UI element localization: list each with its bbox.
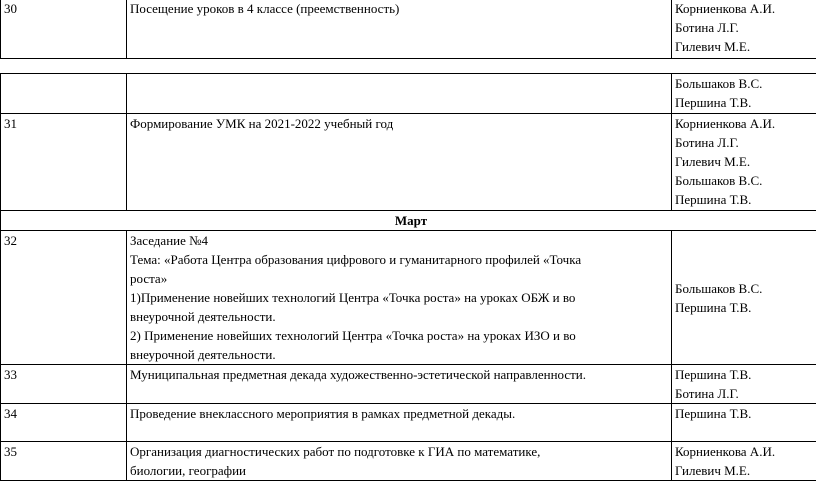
row-number <box>1 74 127 114</box>
month-heading: Март <box>1 211 816 231</box>
event-cell <box>127 74 672 114</box>
responsible-name: Ботина Л.Г. <box>675 135 739 150</box>
agenda-item: 1)Применение новейших технологий Центра «Точка роста» на уроках ОБЖ и во <box>130 290 576 305</box>
plan-table-main <box>0 73 816 481</box>
responsible-name: Першина Т.В. <box>675 406 752 421</box>
event-line: Организация диагностических работ по подготовке к ГИА по математике, <box>130 444 541 459</box>
table-row <box>1 114 816 211</box>
agenda-item: 2) Применение новейших технологий Центра «Точка роста» на уроках ИЗО и во <box>130 328 576 343</box>
responsible-name: Гилевич М.Е. <box>675 463 751 478</box>
meeting-topic: Тема: «Работа Центра образования цифрового и гуманитарного профилей «Точка <box>130 252 582 267</box>
event-cell: Муниципальная предметная декада художественно-эстетической направленности. <box>127 365 672 404</box>
responsible-name: Большаков В.С. <box>675 76 763 91</box>
responsible-cell <box>672 114 816 211</box>
table-row <box>1 365 816 404</box>
event-cell <box>127 442 672 481</box>
plan-table-top <box>0 0 816 59</box>
responsible-name: Першина Т.В. <box>675 95 752 110</box>
row-number: 32 <box>1 231 127 365</box>
table-row <box>1 404 816 442</box>
meeting-title: Заседание №4 <box>130 233 209 248</box>
event-cell: Формирование УМК на 2021-2022 учебный год <box>127 114 672 211</box>
responsible-cell <box>672 365 816 404</box>
month-row <box>1 211 816 231</box>
responsible-name: Гилевич М.Е. <box>675 154 751 169</box>
agenda-item: внеурочной деятельности. <box>130 309 276 324</box>
table-row <box>1 0 816 59</box>
agenda-item: внеурочной деятельности. <box>130 347 276 362</box>
responsible-cell <box>672 74 816 114</box>
responsible-name: Корниенкова А.И. <box>675 1 776 16</box>
responsible-name: Першина Т.В. <box>675 299 752 315</box>
responsible-name: Большаков В.С. <box>675 173 763 188</box>
responsible-cell <box>672 442 816 481</box>
meeting-topic: роста» <box>130 271 168 286</box>
responsible-name: Першина Т.В. <box>675 367 752 382</box>
event-cell <box>127 231 672 365</box>
event-line: биологии, географии <box>130 463 247 478</box>
responsible-name: Ботина Л.Г. <box>675 20 739 35</box>
responsible-name: Корниенкова А.И. <box>675 116 776 131</box>
responsible-name: Ботина Л.Г. <box>675 386 739 401</box>
row-number: 31 <box>1 114 127 211</box>
event-cell: Проведение внеклассного мероприятия в рамках предметной декады. <box>127 404 672 442</box>
responsible-cell <box>672 231 816 365</box>
table-row <box>1 442 816 481</box>
row-number: 34 <box>1 404 127 442</box>
responsible-cell <box>672 404 816 442</box>
responsible-name: Корниенкова А.И. <box>675 444 776 459</box>
table-row <box>1 231 816 365</box>
row-number: 30 <box>1 0 127 59</box>
responsible-cell <box>672 0 816 59</box>
responsible-name: Большаков В.С. <box>675 280 763 296</box>
row-number: 35 <box>1 442 127 481</box>
row-number: 33 <box>1 365 127 404</box>
table-row <box>1 74 816 114</box>
responsible-name: Першина Т.В. <box>675 192 752 207</box>
responsible-name: Гилевич М.Е. <box>675 39 751 54</box>
event-cell: Посещение уроков в 4 классе (преемственность) <box>127 0 672 59</box>
